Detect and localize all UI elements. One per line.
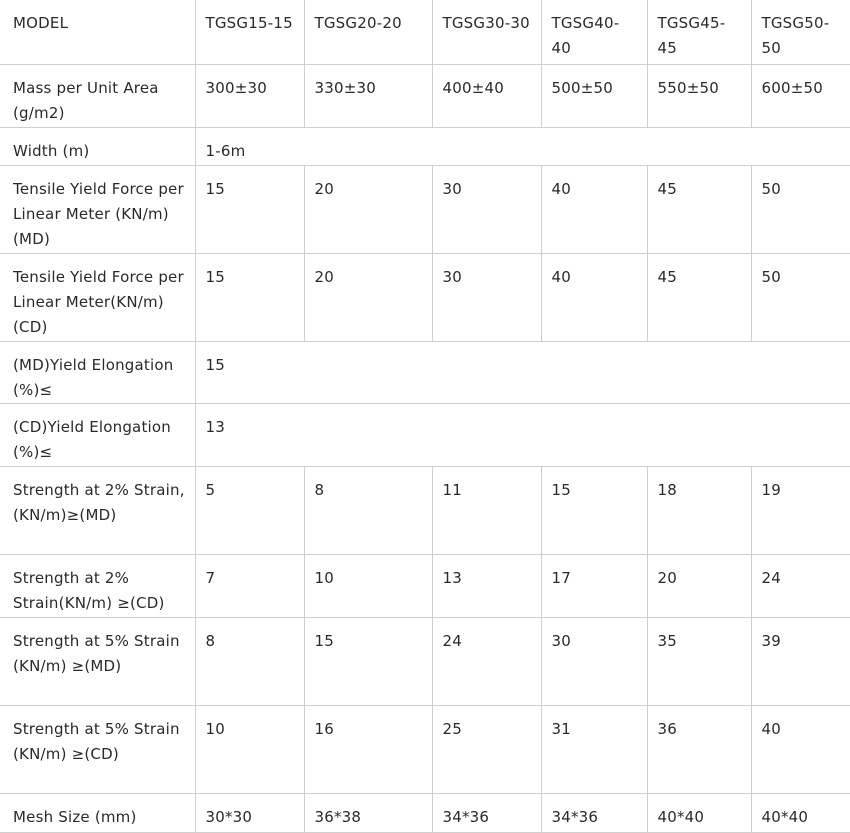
table-row	[0, 64, 850, 127]
value-cell: 8	[304, 466, 432, 554]
model-cell: TGSG40-40	[541, 0, 647, 64]
row-label: Tensile Yield Force per Linear Meter (KN/m) (MD)	[0, 165, 195, 253]
value-cell: 18	[647, 466, 751, 554]
row-label: Strength at 2% Strain(KN/m) ≥(CD)	[0, 554, 195, 617]
value-cell: 15	[195, 253, 304, 341]
value-cell: 36	[647, 705, 751, 793]
value-cell: 7	[195, 554, 304, 617]
value-cell: 31	[541, 705, 647, 793]
value-cell: 10	[195, 705, 304, 793]
value-cell: 1-6m	[195, 127, 850, 165]
value-cell: 50	[751, 253, 850, 341]
value-cell: 13	[195, 403, 850, 466]
value-cell: 30	[432, 165, 541, 253]
header-label-cell: MODEL	[0, 0, 195, 64]
value-cell: 34*36	[541, 793, 647, 832]
value-cell: 45	[647, 253, 751, 341]
row-label: Strength at 5% Strain (KN/m) ≥(MD)	[0, 617, 195, 705]
model-cell: TGSG15-15	[195, 0, 304, 64]
value-cell: 35	[647, 617, 751, 705]
value-cell: 8	[195, 617, 304, 705]
table-row	[0, 793, 850, 832]
row-label: Width (m)	[0, 127, 195, 165]
value-cell: 15	[195, 341, 850, 403]
value-cell: 50	[751, 165, 850, 253]
row-label: (CD)Yield Elongation (%)≤	[0, 403, 195, 466]
value-cell: 34*36	[432, 793, 541, 832]
table-row	[0, 617, 850, 705]
value-cell: 40	[751, 705, 850, 793]
value-cell: 40	[541, 253, 647, 341]
value-cell: 10	[304, 554, 432, 617]
value-cell: 400±40	[432, 64, 541, 127]
value-cell: 24	[751, 554, 850, 617]
value-cell: 600±50	[751, 64, 850, 127]
table-row	[0, 705, 850, 793]
table-row	[0, 253, 850, 341]
table-row	[0, 554, 850, 617]
value-cell: 40	[541, 165, 647, 253]
row-label: Strength at 2% Strain, (KN/m)≥(MD)	[0, 466, 195, 554]
value-cell: 15	[304, 617, 432, 705]
value-cell: 30*30	[195, 793, 304, 832]
model-cell: TGSG50-50	[751, 0, 850, 64]
table-row	[0, 466, 850, 554]
value-cell: 40*40	[647, 793, 751, 832]
value-cell: 20	[304, 253, 432, 341]
value-cell: 25	[432, 705, 541, 793]
value-cell: 13	[432, 554, 541, 617]
table-row	[0, 165, 850, 253]
value-cell: 40*40	[751, 793, 850, 832]
table-row	[0, 403, 850, 466]
value-cell: 330±30	[304, 64, 432, 127]
value-cell: 19	[751, 466, 850, 554]
value-cell: 17	[541, 554, 647, 617]
value-cell: 15	[195, 165, 304, 253]
model-cell: TGSG45-45	[647, 0, 751, 64]
model-cell: TGSG30-30	[432, 0, 541, 64]
value-cell: 20	[647, 554, 751, 617]
value-cell: 45	[647, 165, 751, 253]
header-row	[0, 0, 850, 64]
value-cell: 39	[751, 617, 850, 705]
row-label: Strength at 5% Strain (KN/m) ≥(CD)	[0, 705, 195, 793]
value-cell: 20	[304, 165, 432, 253]
value-cell: 16	[304, 705, 432, 793]
value-cell: 500±50	[541, 64, 647, 127]
row-label: Tensile Yield Force per Linear Meter(KN/m) (CD)	[0, 253, 195, 341]
value-cell: 30	[541, 617, 647, 705]
table-row	[0, 127, 850, 165]
value-cell: 11	[432, 466, 541, 554]
model-cell: TGSG20-20	[304, 0, 432, 64]
value-cell: 5	[195, 466, 304, 554]
value-cell: 36*38	[304, 793, 432, 832]
value-cell: 30	[432, 253, 541, 341]
row-label: (MD)Yield Elongation (%)≤	[0, 341, 195, 403]
value-cell: 15	[541, 466, 647, 554]
row-label: Mesh Size (mm)	[0, 793, 195, 832]
value-cell: 550±50	[647, 64, 751, 127]
value-cell: 300±30	[195, 64, 304, 127]
row-label: Mass per Unit Area (g/m2)	[0, 64, 195, 127]
table-row	[0, 341, 850, 403]
value-cell: 24	[432, 617, 541, 705]
